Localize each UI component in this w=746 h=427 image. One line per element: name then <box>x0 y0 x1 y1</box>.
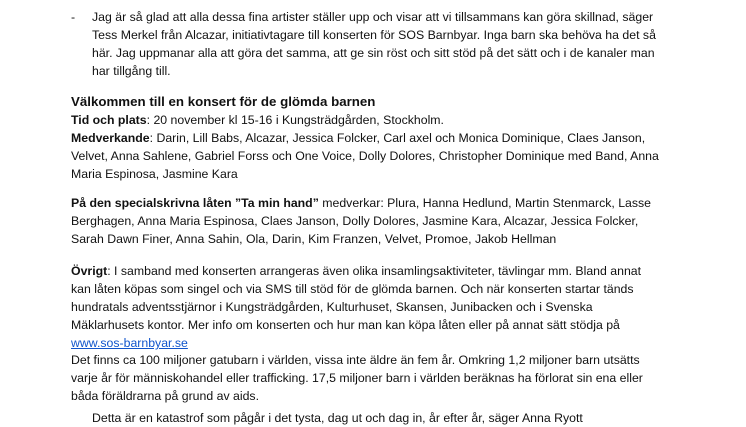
song-line <box>71 194 711 212</box>
time-place-value: : 20 november kl 15-16 i Kungsträdgården, Stockholm. <box>146 113 444 127</box>
song-line: Berghagen, Anna Maria Espinosa, Claes Janson, Dolly Dolores, Jasmine Kara, Alcazar, Jessica Folcker, <box>71 214 639 228</box>
facts-section <box>71 351 711 405</box>
other-value: : I samband med konserten arrangeras även olika insamlingsaktiviteter, tävlingar mm. Bland annat <box>107 264 642 278</box>
quote-line: här. Jag uppmanar alla att göra det samma, att ge sin röst och sitt stöd på det sätt och i de kanaler man <box>92 46 655 60</box>
facts-line: varje år för människohandel eller trafficking. 17,5 miljoner barn i världen beräknas ha förlorat sin ena eller <box>71 371 643 385</box>
other-line: hundratals adventsstjärnor i Kungsträdgården, Kulturhuset, Skansen, Junibacken och i Svenska <box>71 300 593 314</box>
facts-line: båda föräldrarna på grund av aids. <box>71 389 259 403</box>
cutoff-line: Detta är en katastrof som pågår i det tysta, dag ut och dag in, år efter år, säger Anna Ryott <box>92 411 583 425</box>
song-value: medverkar: Plura, Hanna Hedlund, Martin Stenmarck, Lasse <box>318 196 652 210</box>
time-place-line <box>71 111 711 129</box>
song-line: Sarah Dawn Finer, Anna Sahin, Ola, Darin, Kim Franzen, Velvet, Promoe, Jakob Hellman <box>71 232 557 246</box>
bullet-dash: - <box>71 10 76 24</box>
performers-value: : Darin, Lill Babs, Alcazar, Jessica Folcker, Carl axel och Monica Dominique, Claes Janson, <box>149 131 646 145</box>
performers-line <box>71 129 711 147</box>
performers-line: Velvet, Anna Sahlene, Gabriel Forss och One Voice, Dolly Dolores, Christopher Dominique med Band, Anna <box>71 149 659 163</box>
other-line: kan låten köpas som singel och via SMS till stöd för de glömda barnen. Och när konserten startar tänds <box>71 282 634 296</box>
quote-line: Tess Merkel från Alcazar, initiativtagare till konserten för SOS Barnbyar. Inga barn ska behöva ha det så <box>92 28 656 42</box>
performers-line: Maria Espinosa, Jasmine Kara <box>71 167 238 181</box>
song-section <box>71 194 711 248</box>
other-line <box>71 262 711 280</box>
other-line: Mäklarhusets kontor. Mer info om konserten och hur man kan köpa låten eller på annat sätt stödja på <box>71 318 620 332</box>
other-label: Övrigt <box>71 264 108 278</box>
quote-paragraph <box>92 8 692 80</box>
time-place-label: Tid och plats <box>71 113 147 127</box>
facts-line: Det finns ca 100 miljoner gatubarn i världen, vissa inte äldre än fem år. Omkring 1,2 miljoner barn utsätts <box>71 353 640 367</box>
other-section <box>71 262 711 352</box>
section-heading: Välkommen till en konsert för de glömda barnen <box>71 94 376 109</box>
sos-barnbyar-link[interactable]: www.sos-barnbyar.se <box>71 336 188 350</box>
concert-section <box>71 93 711 183</box>
cutoff-section <box>92 409 732 427</box>
performers-label: Medverkande <box>71 131 150 145</box>
song-label: På den specialskrivna låten ”Ta min hand” <box>71 196 319 210</box>
quote-line: har tillgång till. <box>92 64 171 78</box>
link-line <box>71 334 711 352</box>
quote-line: Jag är så glad att alla dessa fina artister ställer upp och visar att vi tillsammans kan göra skillnad, säger <box>92 10 654 24</box>
